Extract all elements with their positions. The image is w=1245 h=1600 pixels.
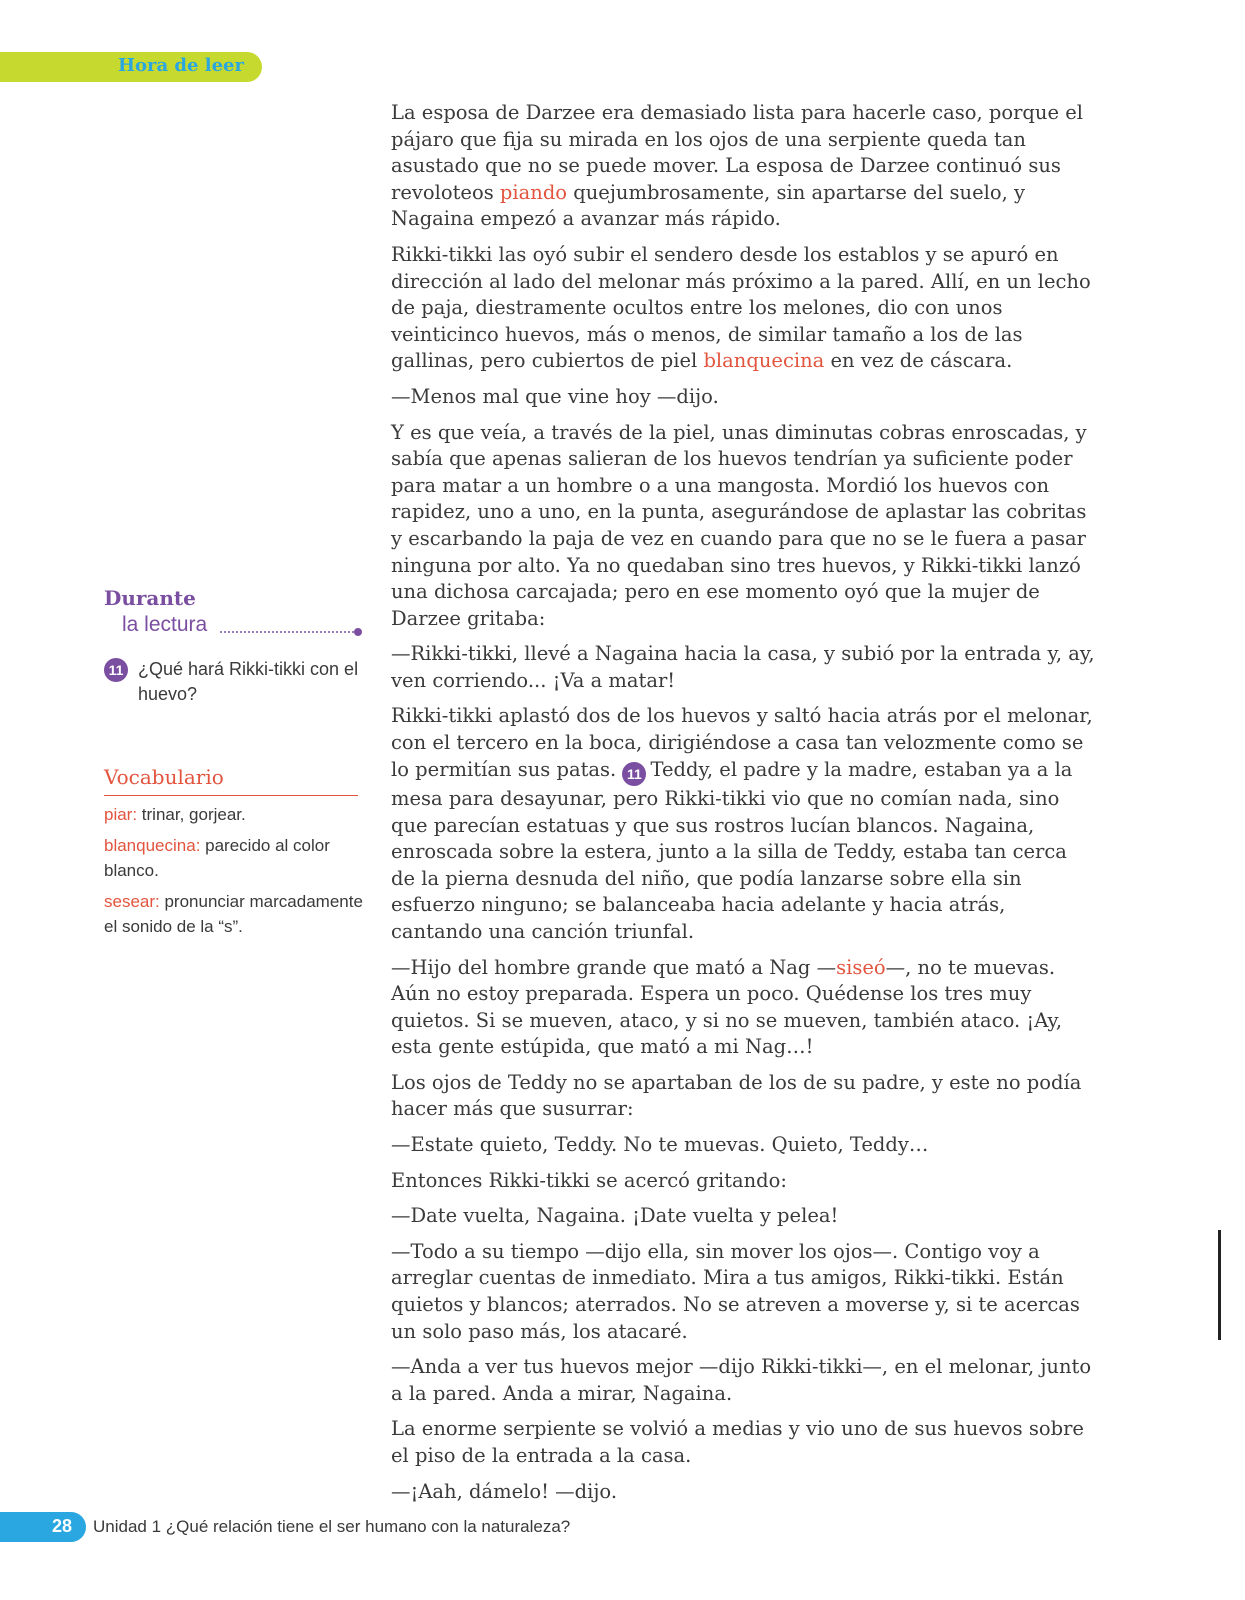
- unit-footer: Unidad 1 ¿Qué relación tiene el ser humano con la naturaleza?: [93, 1517, 571, 1536]
- divider-dot: [354, 628, 362, 636]
- vocab-highlight: siseó: [836, 955, 886, 979]
- text-run: Rikki-tikki aplastó dos de los huevos y saltó hacia atrás por el melonar, con el tercero en la boca, dirigiéndose a casa tan velozmente como se lo permitían sus patas.: [391, 704, 1093, 781]
- paragraph: —Anda a ver tus huevos mejor —dijo Rikki-tikki—, en el melonar, junto a la pared. Anda a mirar, Nagaina.: [391, 1355, 1092, 1405]
- question-text: ¿Qué hará Rikki-tikki con el huevo?: [138, 659, 359, 704]
- vocab-highlight: blanquecina: [703, 349, 825, 373]
- section-header-tab: [0, 52, 262, 82]
- durante-subheading: la lectura: [122, 613, 208, 636]
- text-run: Teddy, el padre y la madre, estaban ya a la mesa para desayunar, pero Rikki-tikki vio que no comían nada, sino que parecían estatuas y que sus rostros lucían blancos. Nagaina, enroscada sobre la estera, junto a la silla de Teddy, estaba tan cerca de la pierna desnuda del niño, que podía lanzarse sobre ella sin esfuerzo ninguno; se balanceaba hacia adelante y hacia atrás, cantando una canción triunfal.: [391, 757, 1073, 943]
- paragraph: —Todo a su tiempo —dijo ella, sin mover los ojos—. Contigo voy a arreglar cuentas de inmediato. Mira a tus amigos, Rikki-tikki. Están quietos y blancos; aterrados. No se atreven a moverse y, si te acercas un solo paso más, los atacaré.: [391, 1239, 1080, 1343]
- paragraph: —Estate quieto, Teddy. No te muevas. Quieto, Teddy…: [391, 1133, 929, 1157]
- paragraph: [391, 955, 1096, 1061]
- page-number: 28: [52, 1516, 73, 1536]
- text-run: en vez de cáscara.: [824, 349, 1013, 373]
- page-number-tab: [0, 1512, 86, 1542]
- vocab-definition: parecido al color blanco.: [104, 836, 330, 880]
- section-label: Hora de leer: [118, 55, 244, 76]
- paragraph: —Date vuelta, Nagaina. ¡Date vuelta y pelea!: [391, 1204, 839, 1228]
- vocab-term: sesear:: [104, 892, 160, 911]
- story-text: [391, 100, 1096, 1514]
- vocab-definition: pronunciar marcadamente el sonido de la “s”.: [104, 892, 363, 936]
- paragraph: [391, 100, 1096, 233]
- paragraph: Los ojos de Teddy no se apartaban de los de su padre, y este no podía hacer más que susurrar:: [391, 1070, 1082, 1121]
- paragraph: [391, 703, 1096, 945]
- vocab-highlight: piando: [499, 180, 568, 204]
- paragraph: Entonces Rikki-tikki se acercó gritando:: [391, 1168, 787, 1192]
- durante-heading: Durante: [104, 586, 196, 610]
- vocab-definition: trinar, gorjear.: [137, 805, 246, 824]
- vocab-term: blanquecina:: [104, 836, 201, 855]
- paragraph: —Rikki-tikki, llevé a Nagaina hacia la casa, y subió por la entrada y, ay, ven corriendo... ¡Va a matar!: [391, 642, 1095, 692]
- text-run: —Hijo del hombre grande que mató a Nag —: [391, 955, 837, 979]
- sidebar: [104, 585, 364, 939]
- vocab-entry: [104, 802, 364, 827]
- paragraph: —Menos mal que vine hoy —dijo.: [391, 384, 719, 408]
- durante-subheading-row: [104, 611, 364, 639]
- paragraph: La enorme serpiente se volvió a medias y vio uno de sus huevos sobre el piso de la entrada a la casa.: [391, 1417, 1084, 1468]
- question-marker-badge: 11: [622, 762, 646, 786]
- reading-question: [104, 657, 364, 707]
- paragraph: —¡Aah, dámelo! —dijo.: [391, 1479, 618, 1503]
- paragraph: [391, 242, 1096, 375]
- vocabulary-title: Vocabulario: [104, 765, 358, 796]
- question-number-badge: 11: [104, 658, 128, 682]
- text-run: La esposa de Darzee era demasiado lista para hacerle caso, porque el pájaro que fija su mirada en los ojos de una serpiente queda tan asustado que no se puede mover. La esposa de Darzee continuó sus revoloteos: [391, 101, 1083, 204]
- edge-mark: [1218, 1230, 1221, 1340]
- text-run: Rikki-tikki las oyó subir el sendero desde los establos y se apuró en dirección al lado del melonar más próximo a la pared. Allí, en un lecho de paja, diestramente ocultos entre los melones, dio con unos veinticinco huevos, más o menos, de similar tamaño a los de las gallinas, pero cubiertos de piel: [391, 242, 1091, 373]
- vocab-term: piar:: [104, 805, 138, 824]
- vocab-entry: [104, 889, 364, 939]
- vocab-entry: [104, 833, 364, 883]
- text-run: quejumbrosamente, sin apartarse del suelo, y Nagaina empezó a avanzar más rápido.: [391, 180, 1026, 231]
- paragraph: Y es que veía, a través de la piel, unas diminutas cobras enroscadas, y sabía que apenas salieran de los huevos tendrían ya suficiente poder para matar a un hombre o a una mangosta. Mordió los huevos con rapidez, uno a uno, en la punta, asegurándose de aplastar las cobritas y escarbando la paja de vez en cuando para que no se le fuera a pasar ninguna por alto. Ya no quedaban sino tres huevos, y Rikki-tikki lanzó una dichosa carcajada; pero en ese momento oyó que la mujer de Darzee gritaba:: [391, 420, 1087, 630]
- text-run: —, no te muevas. Aún no estoy preparada. Espera un poco. Quédense los tres muy quietos. Si se mueven, ataco, y si no se mueven, también ataco. ¡Ay, esta gente estúpida, que mató a mi Nag…!: [391, 955, 1063, 1059]
- dotted-divider: [220, 631, 358, 633]
